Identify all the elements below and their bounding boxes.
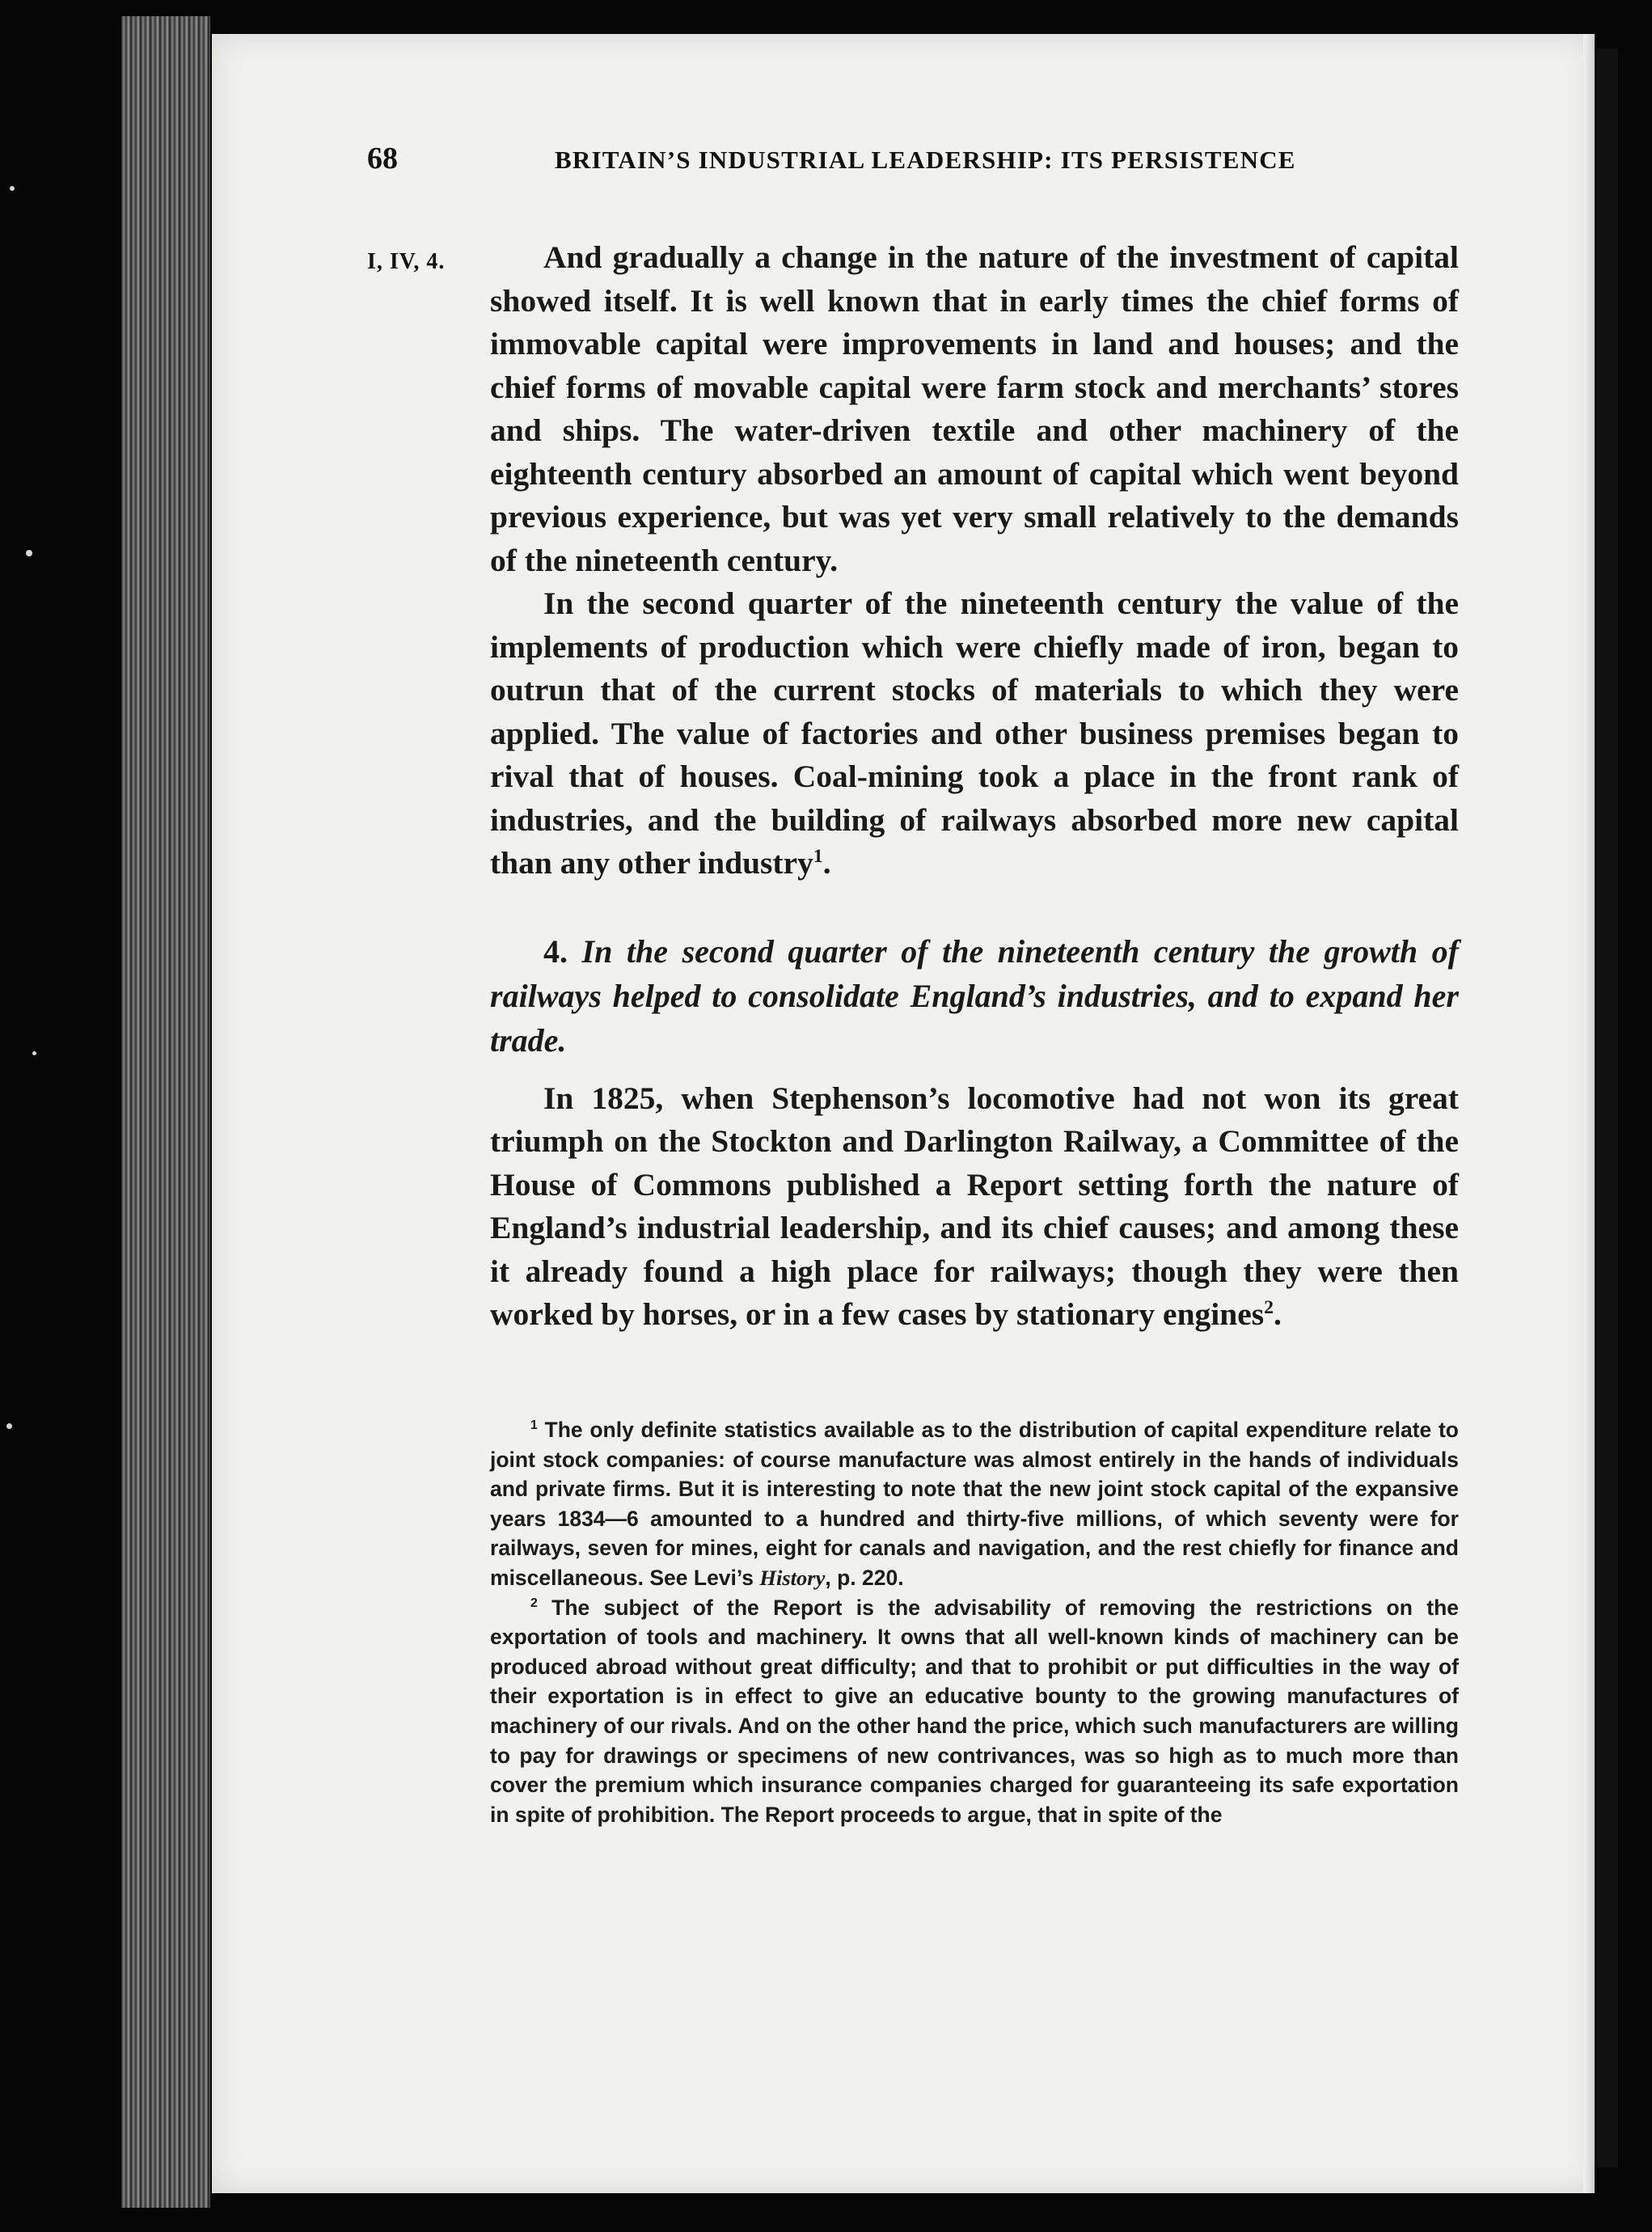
running-title: BRITAIN’S INDUSTRIAL LEADERSHIP: ITS PERSISTENCE	[555, 146, 1296, 174]
body-text	[490, 236, 1459, 1337]
footnote	[490, 1593, 1459, 1830]
running-head	[367, 141, 1410, 181]
book-page	[212, 34, 1595, 2193]
speck	[32, 1051, 36, 1055]
footnote-marker: 1	[530, 1418, 538, 1433]
page-gutter-shadow	[1583, 34, 1595, 2193]
paragraph: In the second quarter of the nineteenth century the value of the implements of production which were chiefly made of iron, began to outrun that of the current stocks of materials to which they were applied. The value of factories and other business premises began to rival that of houses. Coal-mining took a place in the front rank of industries, and the building of railways absorbed more new capital than any other industry$^1$.	[490, 585, 1459, 881]
paragraph: And gradually a change in the nature of the investment of capital showed itself. It is well known that in early times the chief forms of immovable capital were improvements in land and houses; and the chief forms of movable capital were farm stock and merchants’ stores and ships. The water-driven textile and other machinery of the eighteenth century absorbed an amount of capital which went beyond previous experience, but was yet very small relatively to the demands of the nineteenth century.	[490, 239, 1459, 578]
speck	[10, 186, 15, 191]
footnote-marker: 2	[530, 1596, 538, 1610]
footnote-text: The subject of the Report is the advisability of removing the restrictions on the exportation of tools and machinery. It owns that all well-known kinds of machinery can be produced abroad without great difficulty; and that to prohibit or put difficulties in the way of their exportation is in effect to give an educative bounty to the growing manufactures of machinery of our rivals. And on the other hand the price, which such manufacturers are willing to pay for drawings or specimens of new contrivances, was so high as to much more than cover the premium which insurance companies charged for guaranteeing its safe exportation in spite of prohibition. The Report proceeds to argue, that in spite of the	[490, 1595, 1459, 1827]
page-edges	[121, 16, 210, 2208]
section-heading	[490, 929, 1459, 1063]
footnote-ref: 2	[1264, 1296, 1274, 1318]
paragraph-text: In 1825, when Stephenson’s locomotive had not won its great triumph on the Stockton and Darlington Railway, a Committee of the House of Commons published a Report setting forth the nature of England’s industrial leadership, and its chief causes; and among these it already found a high place for railways; though they were then worked by horses, or in a few cases by stationary engines	[490, 1080, 1459, 1332]
paragraph-text: In the second quarter of the nineteenth century the value of the implements of production which were chiefly made of iron, began to outrun that of the current stocks of materials to which they were applied. The value of factories and other business premises began to rival that of houses. Coal-mining took a place in the front rank of industries, and the building of railways absorbed more new capital than any other industry	[490, 585, 1459, 881]
section-number: 4.	[543, 932, 568, 970]
footnote	[490, 1415, 1459, 1593]
footnote-ref: 1	[813, 845, 823, 867]
footnote-text: , p. 220.	[825, 1565, 904, 1590]
footnotes	[490, 1415, 1459, 1829]
margin-reference: I, IV, 4.	[367, 249, 446, 274]
speck	[26, 550, 32, 556]
footnote-text: The only definite statistics available as to the distribution of capital expenditure relate to joint stock companies: of course manufacture was almost entirely in the hands of individuals and private firms. But it is interesting to note that the new joint stock capital of the expansive years 1834—6 amounted to a hundred and thirty-five millions, of which seventy were for railways, seven for mines, eight for canals and navigation, and the rest chiefly for finance and miscellaneous. See Levi’s	[490, 1418, 1459, 1590]
section-heading-text: In the second quarter of the nineteenth century the growth of railways helped to consolidate England’s industries, and to expand her trade.	[490, 932, 1459, 1059]
footnote-italic: History	[759, 1565, 826, 1590]
page-number: 68	[367, 142, 398, 175]
binding-edge	[1597, 49, 1618, 2167]
speck	[6, 1423, 12, 1429]
paragraph: In 1825, when Stephenson’s locomotive had not won its great triumph on the Stockton and Darlington Railway, a Committee of the House of Commons published a Report setting forth the nature of England’s industrial leadership, and its chief causes; and among these it already found a high place for railways; though they were then worked by horses, or in a few cases by stationary engines$^2$.	[490, 1080, 1459, 1332]
